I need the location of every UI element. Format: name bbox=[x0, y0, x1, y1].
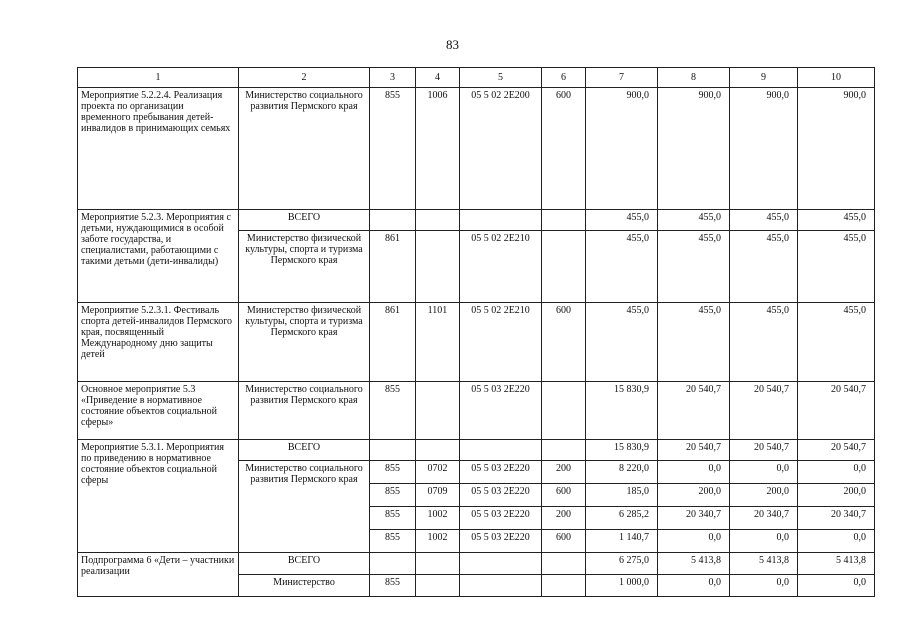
table-cell: 5 413,8 bbox=[658, 553, 730, 575]
table-cell: 200,0 bbox=[798, 484, 875, 507]
table-cell bbox=[542, 210, 586, 231]
table-cell: 05 5 03 2Е220 bbox=[460, 530, 542, 553]
table-cell: 05 5 02 2Е210 bbox=[460, 303, 542, 382]
table-row bbox=[78, 303, 875, 382]
table-cell: 0,0 bbox=[798, 461, 875, 484]
table-cell bbox=[370, 210, 416, 231]
table-cell: 455,0 bbox=[730, 210, 798, 231]
table-cell: 455,0 bbox=[658, 231, 730, 303]
table-row bbox=[78, 210, 875, 231]
table-cell: 855 bbox=[370, 461, 416, 484]
executor-cell: Министерство социального развития Пермского края bbox=[239, 461, 370, 553]
table-cell: 1002 bbox=[416, 507, 460, 530]
table-cell: 455,0 bbox=[658, 303, 730, 382]
table-cell: 6 275,0 bbox=[586, 553, 658, 575]
table-cell: 20 340,7 bbox=[658, 507, 730, 530]
table-cell bbox=[542, 553, 586, 575]
table-cell: 200 bbox=[542, 461, 586, 484]
table-row bbox=[78, 88, 875, 210]
activity-name: Мероприятие 5.2.2.4. Реализация проекта по организации временного пребывания детей-инвалидов в принимающих семьях bbox=[78, 88, 239, 210]
executor-cell: Министерство социального развития Пермского края bbox=[239, 88, 370, 210]
table-cell: 0,0 bbox=[730, 575, 798, 597]
header-cell: 6 bbox=[542, 68, 586, 88]
table-cell: 05 5 03 2Е220 bbox=[460, 461, 542, 484]
table-cell: 455,0 bbox=[730, 303, 798, 382]
table-cell: 05 5 02 2Е200 bbox=[460, 88, 542, 210]
activity-name: Мероприятие 5.2.3.1. Фестиваль спорта детей-инвалидов Пермского края, посвященный Международному дню защиты детей bbox=[78, 303, 239, 382]
table-cell: 5 413,8 bbox=[798, 553, 875, 575]
table-cell: 20 540,7 bbox=[658, 440, 730, 461]
table-cell: 1006 bbox=[416, 88, 460, 210]
table-cell: 20 540,7 bbox=[798, 440, 875, 461]
total-label: ВСЕГО bbox=[239, 440, 370, 461]
header-cell: 3 bbox=[370, 68, 416, 88]
table-cell: 20 340,7 bbox=[730, 507, 798, 530]
table-cell: 8 220,0 bbox=[586, 461, 658, 484]
table-cell: 200 bbox=[542, 507, 586, 530]
header-cell: 7 bbox=[586, 68, 658, 88]
table-cell bbox=[370, 553, 416, 575]
table-cell: 0,0 bbox=[658, 461, 730, 484]
header-cell: 5 bbox=[460, 68, 542, 88]
table-cell: 5 413,8 bbox=[730, 553, 798, 575]
table-cell: 455,0 bbox=[798, 231, 875, 303]
table-cell: 0,0 bbox=[730, 461, 798, 484]
executor-cell: Министерство социального развития Пермского края bbox=[239, 382, 370, 440]
table-cell: 455,0 bbox=[798, 303, 875, 382]
executor-cell: Министерство bbox=[239, 575, 370, 597]
table-cell bbox=[460, 440, 542, 461]
table-cell: 900,0 bbox=[798, 88, 875, 210]
table-cell: 15 830,9 bbox=[586, 382, 658, 440]
table-cell: 20 540,7 bbox=[658, 382, 730, 440]
table-cell: 0,0 bbox=[798, 575, 875, 597]
table-cell: 1002 bbox=[416, 530, 460, 553]
table-cell: 855 bbox=[370, 507, 416, 530]
table-cell: 0,0 bbox=[730, 530, 798, 553]
table-cell bbox=[370, 440, 416, 461]
table-cell bbox=[542, 382, 586, 440]
activity-name: Мероприятие 5.3.1. Мероприятия по приведению в нормативное состояние объектов социальной сферы bbox=[78, 440, 239, 553]
table-row bbox=[78, 553, 875, 575]
table-cell: 0,0 bbox=[658, 530, 730, 553]
table-cell: 20 540,7 bbox=[798, 382, 875, 440]
total-label: ВСЕГО bbox=[239, 553, 370, 575]
table-cell: 20 340,7 bbox=[798, 507, 875, 530]
table-cell: 855 bbox=[370, 382, 416, 440]
table-cell bbox=[416, 440, 460, 461]
table-cell: 455,0 bbox=[586, 303, 658, 382]
table-cell: 600 bbox=[542, 530, 586, 553]
table-row bbox=[78, 382, 875, 440]
executor-cell: Министерство физической культуры, спорта и туризма Пермского края bbox=[239, 303, 370, 382]
total-label: ВСЕГО bbox=[239, 210, 370, 231]
table-cell: 200,0 bbox=[658, 484, 730, 507]
table-cell: 20 540,7 bbox=[730, 382, 798, 440]
table-cell bbox=[542, 440, 586, 461]
table-cell bbox=[416, 382, 460, 440]
table-cell bbox=[416, 575, 460, 597]
table-cell: 0702 bbox=[416, 461, 460, 484]
table-cell bbox=[416, 210, 460, 231]
activity-name: Основное мероприятие 5.3 «Приведение в нормативное состояние объектов социальной сферы» bbox=[78, 382, 239, 440]
table-cell: 20 540,7 bbox=[730, 440, 798, 461]
table-cell bbox=[416, 553, 460, 575]
table-cell: 455,0 bbox=[658, 210, 730, 231]
header-cell: 2 bbox=[239, 68, 370, 88]
table-cell bbox=[460, 575, 542, 597]
header-cell: 9 bbox=[730, 68, 798, 88]
table-cell: 900,0 bbox=[730, 88, 798, 210]
table-cell: 600 bbox=[542, 484, 586, 507]
table-cell bbox=[460, 553, 542, 575]
table-cell: 455,0 bbox=[798, 210, 875, 231]
table-cell: 855 bbox=[370, 575, 416, 597]
executor-cell: Министерство физической культуры, спорта и туризма Пермского края bbox=[239, 231, 370, 303]
table-cell: 0,0 bbox=[798, 530, 875, 553]
table-cell: 05 5 02 2Е210 bbox=[460, 231, 542, 303]
table-cell: 1101 bbox=[416, 303, 460, 382]
table-cell: 855 bbox=[370, 88, 416, 210]
table-cell: 600 bbox=[542, 303, 586, 382]
header-cell: 1 bbox=[78, 68, 239, 88]
activity-name: Подпрограмма 6 «Дети – участники реализации bbox=[78, 553, 239, 597]
table-cell: 600 bbox=[542, 88, 586, 210]
table-cell: 855 bbox=[370, 484, 416, 507]
table-cell bbox=[416, 231, 460, 303]
table-cell: 455,0 bbox=[586, 231, 658, 303]
table-cell: 1 000,0 bbox=[586, 575, 658, 597]
table-cell: 15 830,9 bbox=[586, 440, 658, 461]
table-cell: 861 bbox=[370, 231, 416, 303]
table-cell: 200,0 bbox=[730, 484, 798, 507]
table-cell: 455,0 bbox=[730, 231, 798, 303]
table-cell: 05 5 03 2Е220 bbox=[460, 382, 542, 440]
budget-table bbox=[77, 67, 875, 597]
table-cell bbox=[542, 575, 586, 597]
table-cell: 05 5 03 2Е220 bbox=[460, 507, 542, 530]
table-cell: 6 285,2 bbox=[586, 507, 658, 530]
table-cell: 185,0 bbox=[586, 484, 658, 507]
table-cell: 861 bbox=[370, 303, 416, 382]
activity-name: Мероприятие 5.2.3. Мероприятия с детьми, нуждающимися в особой заботе государства, и специалистами, работающими с такими детьми (дети-инвалиды) bbox=[78, 210, 239, 303]
page-number: 83 bbox=[446, 37, 459, 52]
header-cell: 10 bbox=[798, 68, 875, 88]
table-row bbox=[78, 440, 875, 461]
table-cell: 05 5 03 2Е220 bbox=[460, 484, 542, 507]
table-cell bbox=[542, 231, 586, 303]
header-row bbox=[78, 68, 875, 88]
table-cell: 900,0 bbox=[658, 88, 730, 210]
table-cell bbox=[460, 210, 542, 231]
header-cell: 4 bbox=[416, 68, 460, 88]
table-cell: 0,0 bbox=[658, 575, 730, 597]
table-cell: 855 bbox=[370, 530, 416, 553]
table-cell: 1 140,7 bbox=[586, 530, 658, 553]
table-cell: 455,0 bbox=[586, 210, 658, 231]
table-cell: 0709 bbox=[416, 484, 460, 507]
table-cell: 900,0 bbox=[586, 88, 658, 210]
header-cell: 8 bbox=[658, 68, 730, 88]
